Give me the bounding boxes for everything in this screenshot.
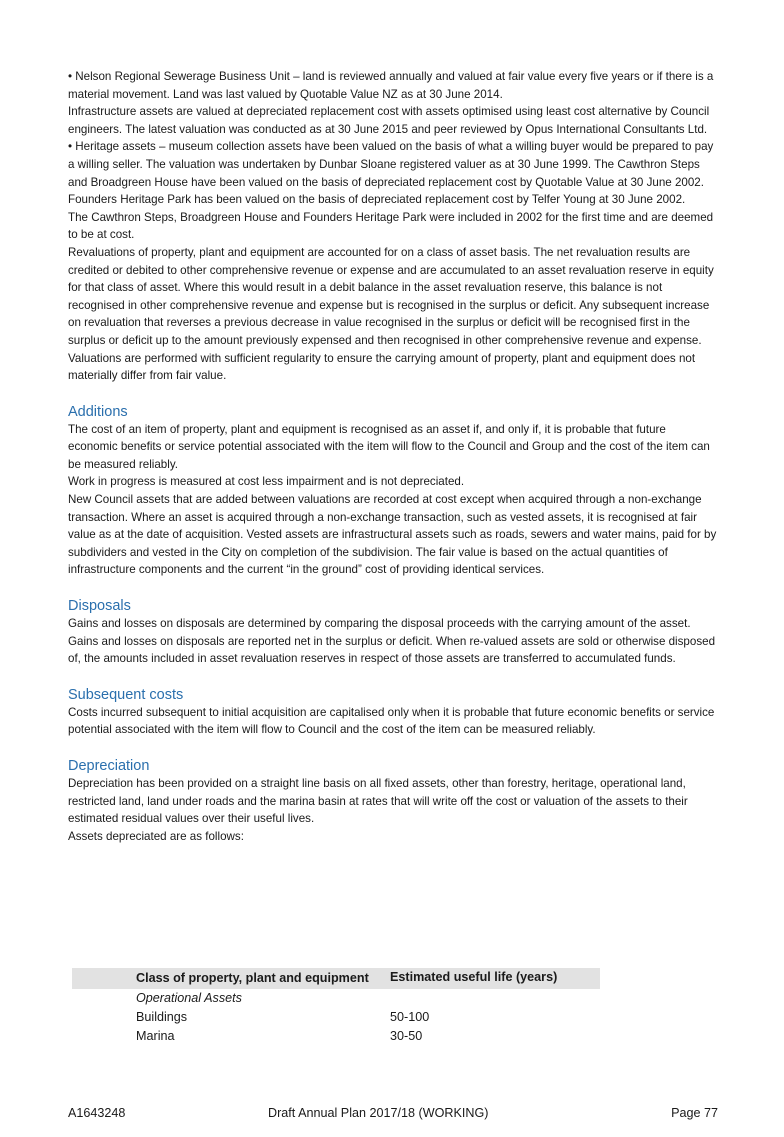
useful-life-table	[72, 968, 600, 1046]
footer-title: Draft Annual Plan 2017/18 (WORKING)	[268, 1106, 489, 1120]
paragraph: Assets depreciated are as follows:	[68, 829, 244, 843]
paragraph: Costs incurred subsequent to initial acquisition are capitalised only when it is probable that future economic benefits or service potential associated with the item will flow to Council and the cost of the item can be measured reliably.	[68, 705, 715, 737]
table-row	[72, 1008, 600, 1027]
useful-life-cell: 50-100	[390, 1010, 430, 1024]
table-header-row	[72, 968, 600, 989]
paragraph: Valuations are performed with sufficient regularity to ensure the carrying amount of property, plant and equipment does not materially differ from fair value.	[68, 351, 696, 383]
section-heading-subsequent-costs: Subsequent costs	[68, 686, 184, 703]
page-footer	[68, 1104, 718, 1122]
subsequent-costs-section	[68, 686, 718, 739]
column-header-useful-life: Estimated useful life (years)	[390, 968, 600, 989]
paragraph: Work in progress is measured at cost less impairment and is not depreciated.	[68, 475, 465, 489]
useful-life-cell: 30-50	[390, 1029, 423, 1043]
paragraph: Gains and losses on disposals are determined by comparing the disposal proceeds with the carrying amount of the asset. Gains and losses on disposals are reported net in the surplus or deficit. When re-valued assets are sold or otherwise disposed of, the amounts included in asset revaluation reserves in respect of those assets are transferred to accumulated funds.	[68, 617, 716, 666]
section-heading-additions: Additions	[68, 403, 128, 420]
paragraph: • Heritage assets – museum collection assets have been valued on the basis of what a willing buyer would be prepared to pay a willing seller. The valuation was undertaken by Dunbar Sloane registered valuer as at 30 June 1999. The Cawthron Steps and Broadgreen House have been valued on the basis of depreciated replacement cost by Quotable Value at 30 June 2002. Founders Heritage Park has been valued on the basis of depreciated replacement cost by Telfer Young at 30 June 2002.	[68, 140, 714, 207]
paragraph: • Nelson Regional Sewerage Business Unit – land is reviewed annually and valued at fair value every five years or if there is a material movement. Land was last valued by Quotable Value NZ as at 30 June 2014.	[68, 70, 714, 101]
disposals-section	[68, 597, 718, 668]
paragraph: The cost of an item of property, plant and equipment is recognised as an asset if, and only if, it is probable that future economic benefits or service potential associated with the item will flow to the Council and Group and the cost of the item can be measured reliably.	[68, 422, 710, 471]
asset-class-cell: Buildings	[136, 1010, 188, 1024]
table-group-row	[72, 989, 600, 1008]
paragraph: New Council assets that are added between valuations are recorded at cost except when acquired through a non-exchange transaction. Where an asset is acquired through a non-exchange transaction, such as vested assets, it is recognised at fair value as at the date of acquisition. Vested assets are infrastructural assets such as roads, sewers and water mains, paid for by subdividers and vested in the City on completion of the subdivision. The fair value is based on the actual quantities of infrastructure components and the current “in the ground” cost of providing identical services.	[68, 493, 717, 577]
asset-class-cell: Marina	[136, 1029, 175, 1043]
footer-page-number: Page 77	[671, 1106, 718, 1120]
paragraph: The Cawthron Steps, Broadgreen House and Founders Heritage Park were included in 2002 for the first time and are deemed to be at cost.	[68, 210, 714, 242]
section-heading-disposals: Disposals	[68, 598, 131, 615]
section-heading-depreciation: Depreciation	[68, 758, 150, 774]
group-label-operational-assets: Operational Assets	[136, 991, 242, 1005]
footer-doc-id: A1643248	[68, 1106, 126, 1120]
intro-section	[68, 68, 718, 385]
table-row	[72, 1027, 600, 1046]
column-header-class: Class of property, plant and equipment	[72, 968, 390, 989]
document-body	[68, 68, 718, 845]
paragraph: Depreciation has been provided on a straight line basis on all fixed assets, other than forestry, heritage, operational land, restricted land, land under roads and the marina basin at rates that will write off the cost or valuation of the assets to their estimated residual values over their useful lives.	[68, 777, 688, 826]
paragraph: Infrastructure assets are valued at depreciated replacement cost with assets optimised using least cost alternative by Council engineers. The latest valuation was conducted as at 30 June 2015 and peer reviewed by Opus International Consultants Ltd.	[68, 105, 710, 136]
paragraph: Revaluations of property, plant and equipment are accounted for on a class of asset basis. The net revaluation results are credited or debited to other comprehensive revenue or expense and are accumulated to an asset revaluation reserve in equity for that class of asset. Where this would result in a debit balance in the asset revaluation reserve, this balance is not recognised in other comprehensive revenue and expense but is recognised in the surplus or deficit. Any subsequent increase on revaluation that reverses a previous decrease in value recognised in the surplus or deficit will be recognised first in the surplus or deficit up to the amount previously expensed and then recognised in other comprehensive revenue and expense.	[68, 245, 714, 347]
depreciation-section	[68, 757, 718, 845]
additions-section	[68, 403, 718, 579]
